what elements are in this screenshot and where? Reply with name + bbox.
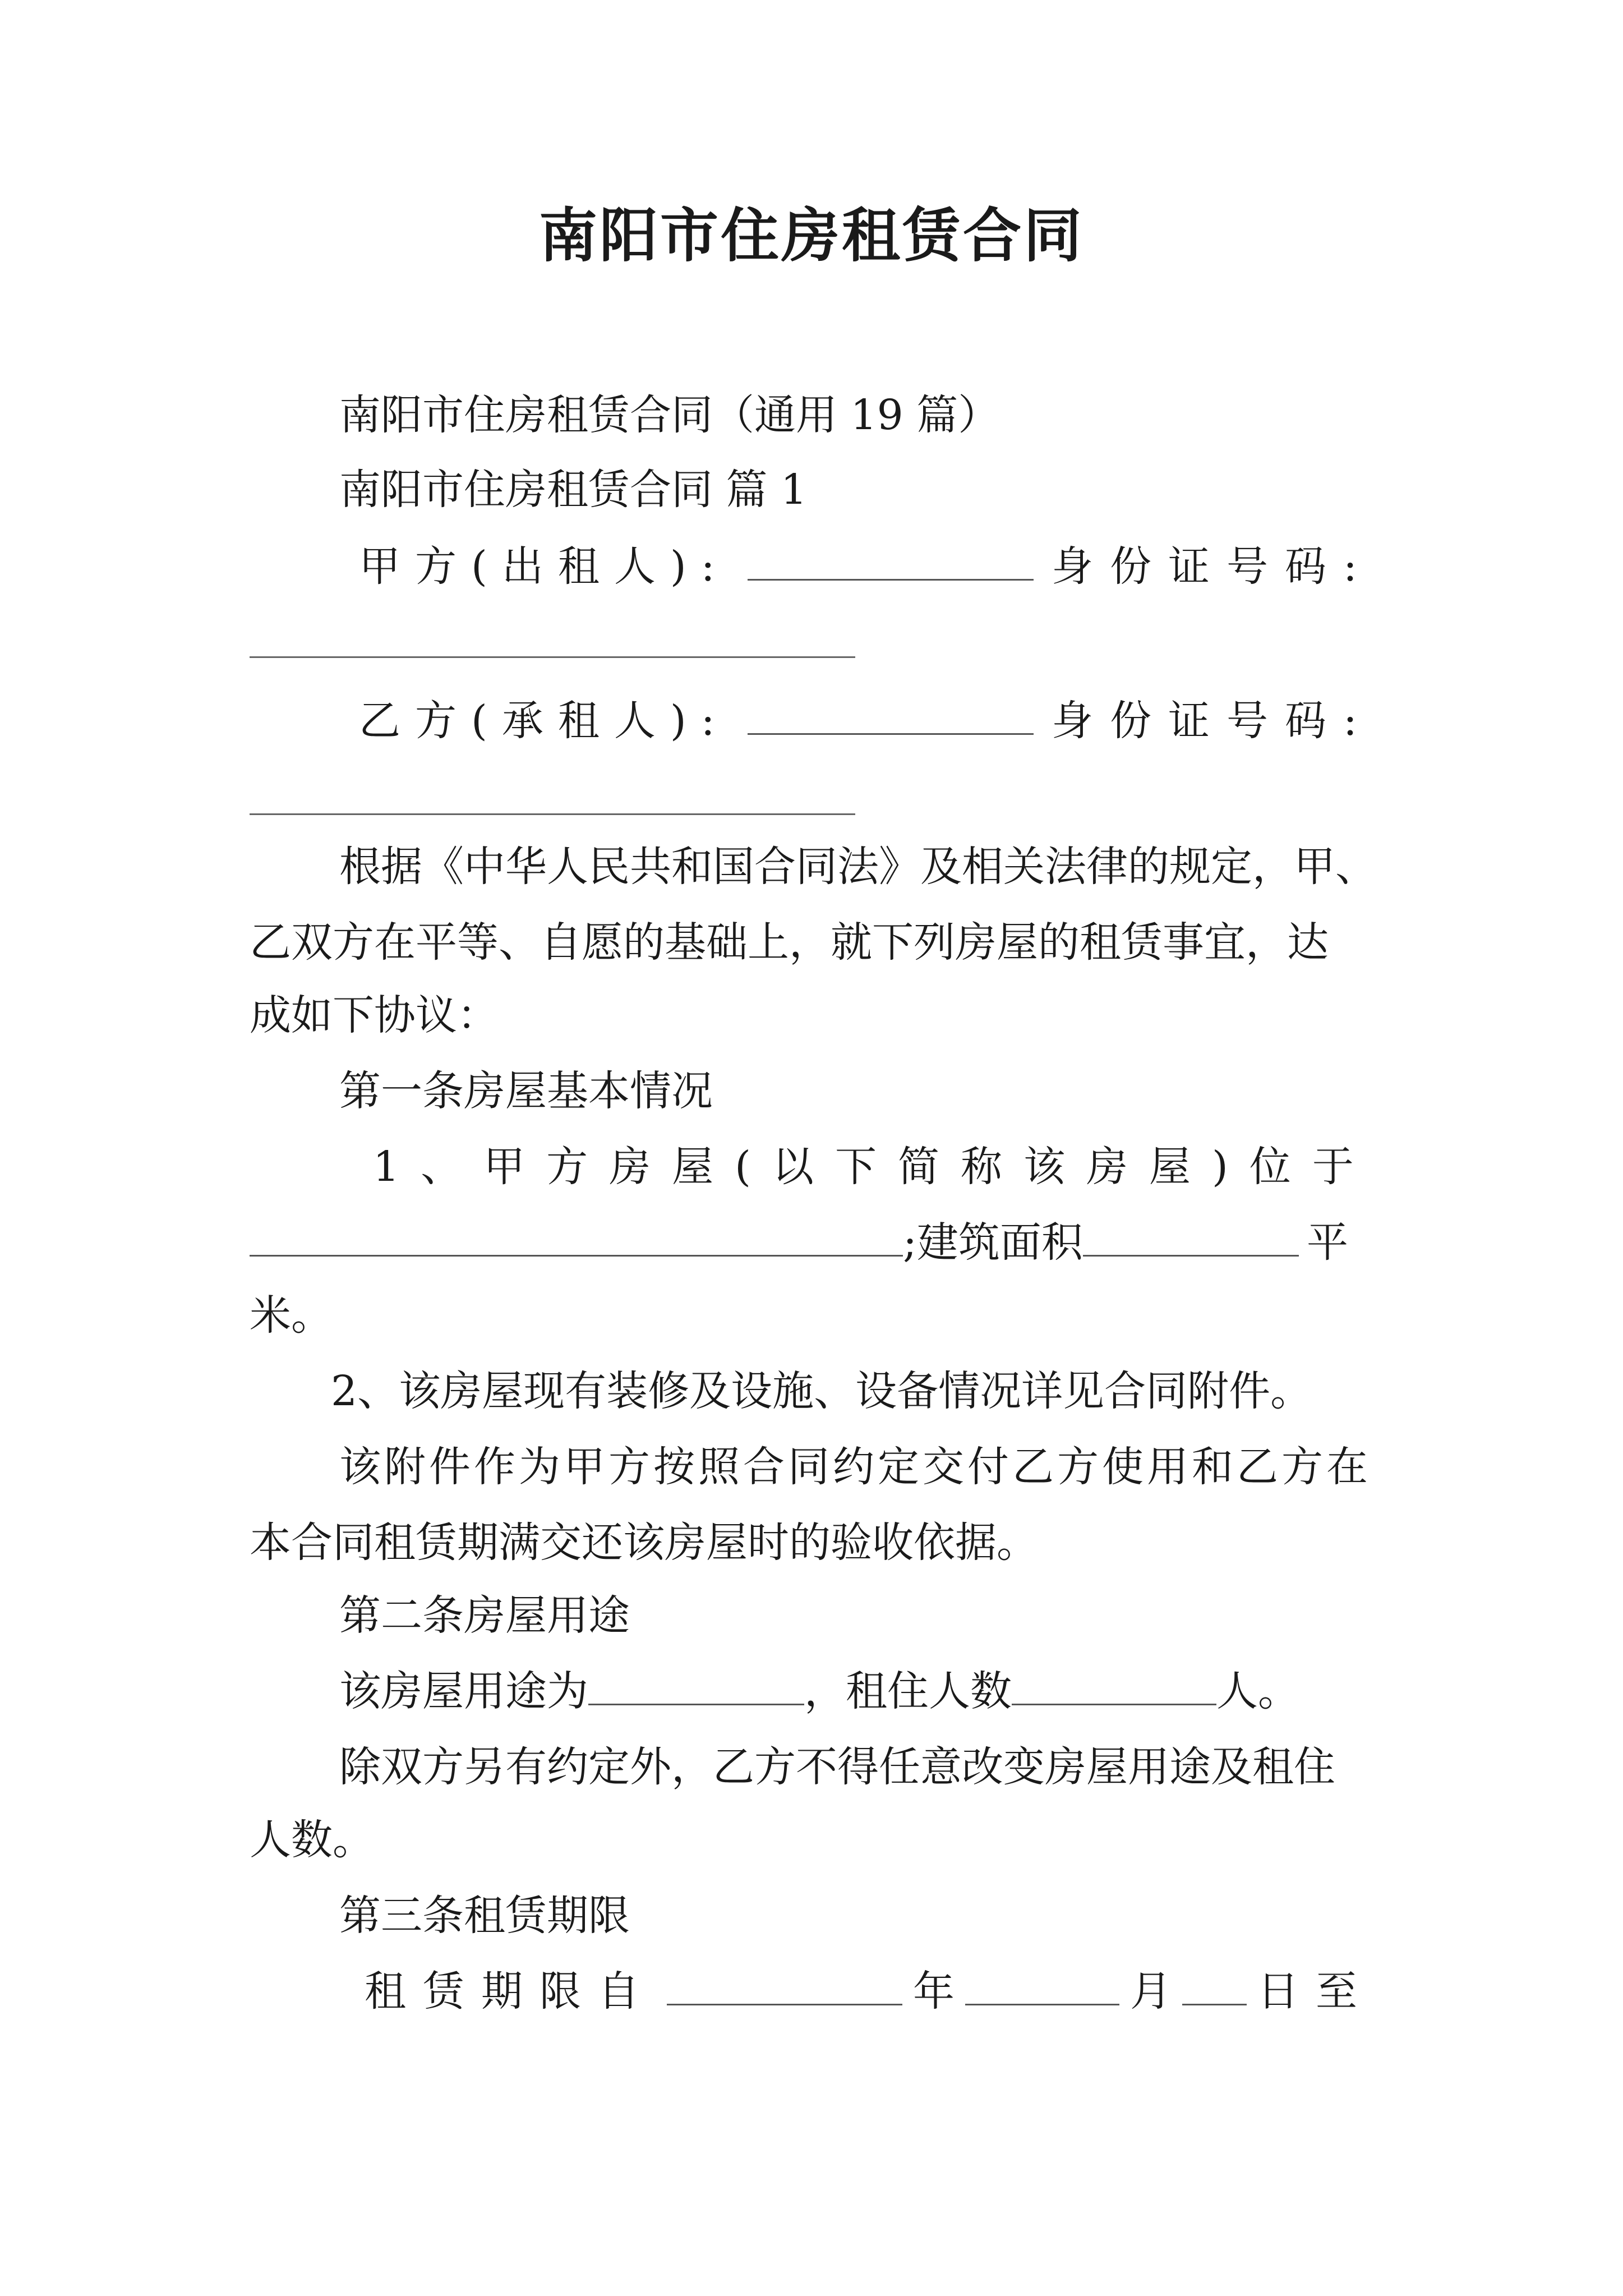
article-1-item-1-line-2 xyxy=(250,1212,1374,1273)
document-title: 南阳市住房租赁合同 xyxy=(538,201,1084,270)
party-a-line xyxy=(359,536,1374,597)
month-label: 月 xyxy=(1130,1967,1172,2016)
usage-label: 该房屋用途为 xyxy=(339,1667,588,1715)
party-a-id-label: 身份证号码: xyxy=(1052,542,1374,591)
preamble-line-3: 成如下协议： xyxy=(250,991,499,1039)
area-blank xyxy=(1083,1221,1299,1257)
article-1-heading: 第一条房屋基本情况 xyxy=(339,1067,713,1115)
occupants-blank xyxy=(1012,1669,1216,1705)
area-label: ;建筑面积 xyxy=(903,1218,1083,1267)
preamble-line-2: 乙双方在平等、自愿的基础上，就下列房屋的租赁事宜，达 xyxy=(250,918,1329,967)
article-1-item-1-line-1 xyxy=(373,1136,1374,1198)
article-2-heading: 第二条房屋用途 xyxy=(339,1591,630,1640)
occupants-unit: 人。 xyxy=(1216,1667,1299,1715)
attachment-paragraph-line-2: 本合同租赁期满交还该房屋时的验收依据。 xyxy=(250,1519,1038,1567)
party-b-name-blank xyxy=(748,699,1034,735)
lease-term-label: 租赁期限自 xyxy=(365,1967,656,2016)
article-3-heading: 第三条租赁期限 xyxy=(339,1892,630,1940)
start-year-blank xyxy=(667,1970,902,2005)
usage-line xyxy=(339,1660,1374,1722)
party-b-id-blank xyxy=(250,813,855,815)
day-to-label: 日至 xyxy=(1257,1967,1374,2016)
year-label: 年 xyxy=(913,1967,955,2016)
article-1-item-1-line-3: 米。 xyxy=(250,1291,333,1340)
party-a-label: 甲方(出租人): xyxy=(359,542,730,591)
party-a-name-blank xyxy=(748,545,1034,581)
start-day-blank xyxy=(1182,1970,1247,2005)
chapter-heading: 南阳市住房租赁合同 篇 1 xyxy=(339,466,808,514)
usage-blank xyxy=(588,1669,804,1705)
preamble-line-1: 根据《中华人民共和国合同法》及相关法律的规定，甲、 xyxy=(339,843,1377,891)
area-unit-start: 平 xyxy=(1306,1218,1348,1267)
house-location-blank xyxy=(250,1221,903,1257)
usage-restriction-line-2: 人数。 xyxy=(250,1816,374,1864)
usage-restriction-line-1: 除双方另有约定外，乙方不得任意改变房屋用途及租住 xyxy=(339,1743,1335,1791)
attachment-paragraph-line-1: 该附件作为甲方按照合同约定交付乙方使用和乙方在 xyxy=(339,1443,1371,1491)
party-b-line xyxy=(359,690,1374,752)
party-b-id-label: 身份证号码: xyxy=(1052,697,1374,745)
party-b-label: 乙方(承租人): xyxy=(359,697,730,745)
article-1-item-2: 2、该房屋现有装修及设施、设备情况详见合同附件。 xyxy=(331,1367,1312,1415)
party-a-id-blank xyxy=(250,656,855,658)
article-1-item-1-text: 1、甲方房屋(以下简称该房屋)位于 xyxy=(373,1143,1375,1191)
start-month-blank xyxy=(965,1970,1119,2005)
document-subtitle: 南阳市住房租赁合同（通用 19 篇） xyxy=(339,391,1000,439)
occupants-label: ，租住人数 xyxy=(804,1667,1012,1715)
lease-term-line xyxy=(365,1961,1374,2022)
